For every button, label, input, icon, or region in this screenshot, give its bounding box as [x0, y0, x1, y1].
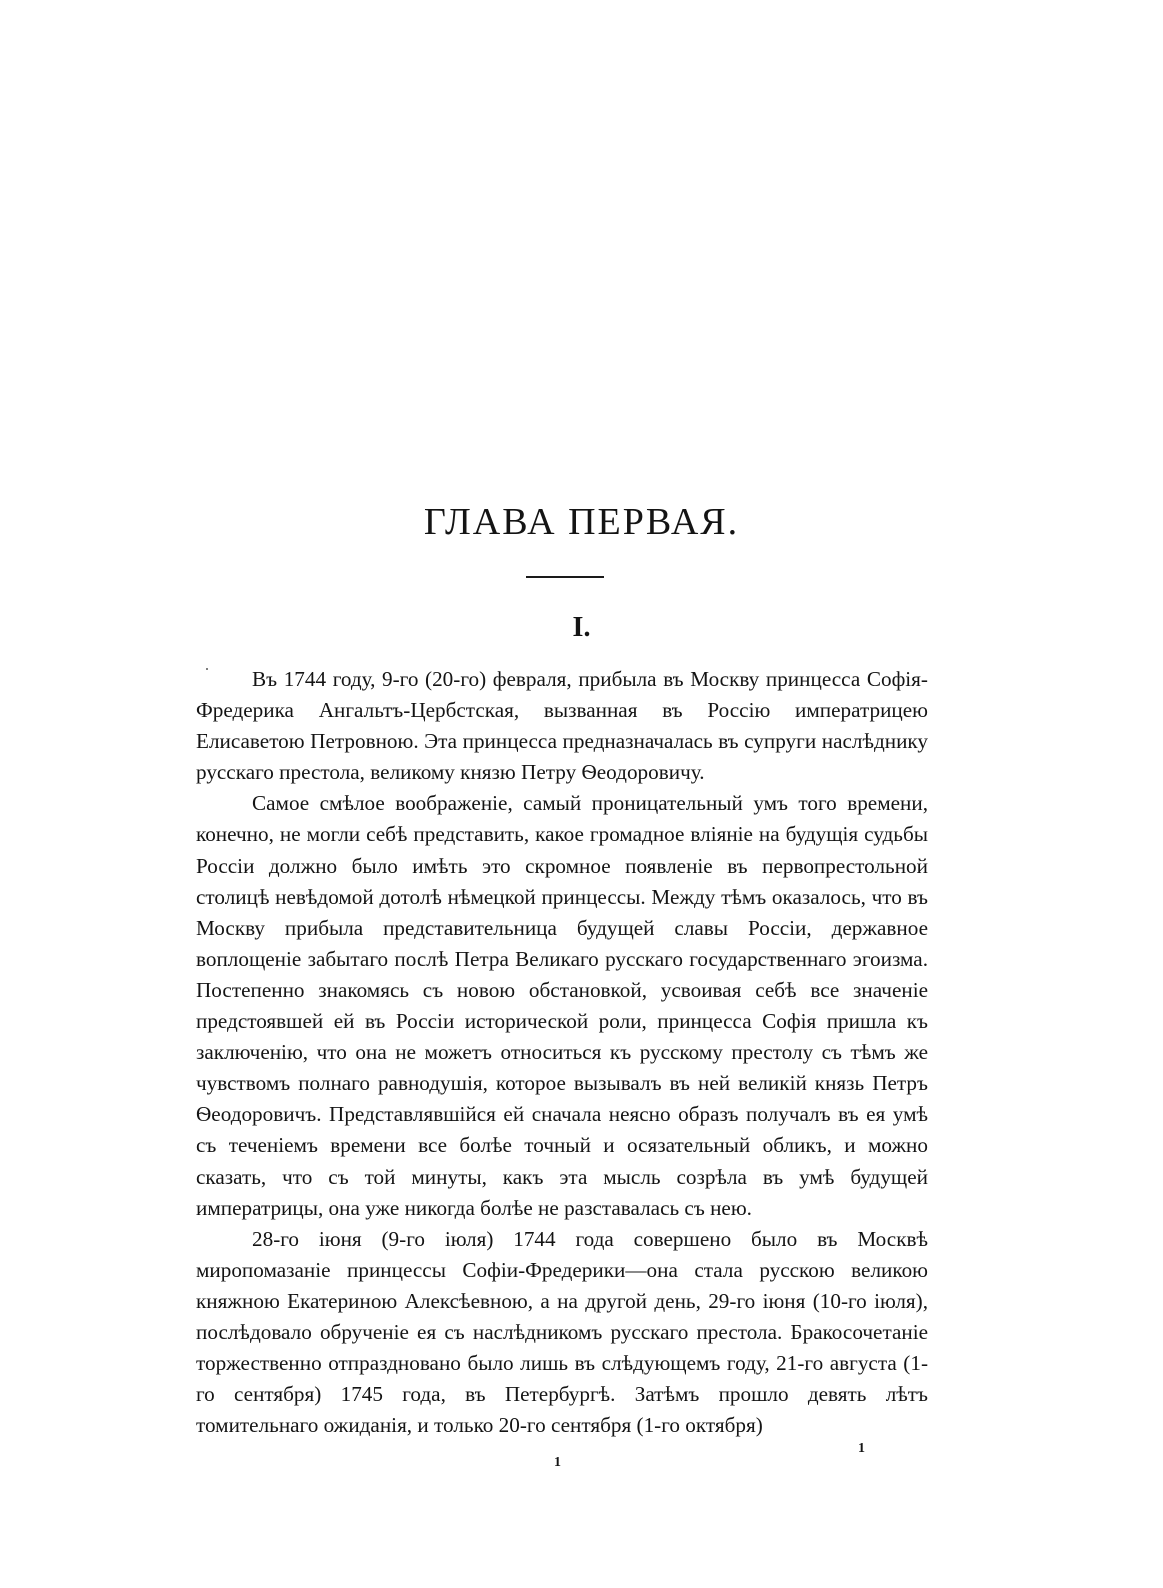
page-number: 1: [858, 1441, 865, 1456]
chapter-body: [196, 664, 928, 1441]
section-number: I.: [572, 612, 591, 643]
paragraph-2: Самое смѣлое воображеніе, самый проницательный умъ того времени, конечно, не могли себѣ представить, какое громадное вліяніе на будущія судьбы Россіи должно было имѣть это скромное появленіе въ первопрестольной столицѣ невѣдомой дотолѣ нѣмецкой принцессы. Между тѣмъ оказалось, что въ Москву прибыла представительница будущей славы Россіи, державное воплощеніе забытаго послѣ Петра Великаго русскаго государственнаго эгоизма. Постепенно знакомясь съ новою обстановкой, усвоивая себѣ все значеніе предстоявшей ей въ Россіи исторической роли, принцесса Софія пришла къ заключенію, что она не можетъ относиться къ русскому престолу съ тѣмъ же чувствомъ полнаго равнодушія, которое вызывалъ въ ней великій князь Петръ Ѳеодоровичъ. Представлявшійся ей сначала неясно образъ получалъ въ ея умѣ съ теченіемъ времени все болѣе точный и осязательный обликъ, и можно сказать, что съ той минуты, какъ эта мысль созрѣла въ умѣ будущей императрицы, она уже никогда болѣе не разставалась съ нею.: [196, 791, 928, 1220]
chapter-title: ГЛАВА ПЕРВАЯ.: [423, 501, 740, 543]
paragraph-3: 28-го іюня (9-го іюля) 1744 года совершено было въ Москвѣ миропомазаніе принцессы Софіи-Фредерики—она стала русскою великою княжною Екатериною Алексѣевною, а на другой день, 29-го іюня (10-го іюля), послѣдовало обрученіе ея съ наслѣдникомъ русскаго престола. Бракосочетаніе торжественно отпраздновано было лишь въ слѣдующемъ году, 21-го августа (1-го сентября) 1745 года, въ Петербургѣ. Затѣмъ прошло девять лѣтъ томительнаго ожиданія, и только 20-го сентября (1-го октября): [196, 1226, 928, 1438]
title-divider: [526, 576, 604, 578]
page-signature-mark: 1: [554, 1455, 561, 1470]
paragraph-1: Въ 1744 году, 9-го (20-го) февраля, прибыла въ Москву принцесса Софія-Фредерика Ангальтъ-Цербстская, вызванная въ Россію императрицею Елисаветою Петровною. Эта принцесса предназначалась въ супруги наслѣднику русскаго престола, великому князю Петру Ѳеодоровичу.: [196, 667, 928, 785]
